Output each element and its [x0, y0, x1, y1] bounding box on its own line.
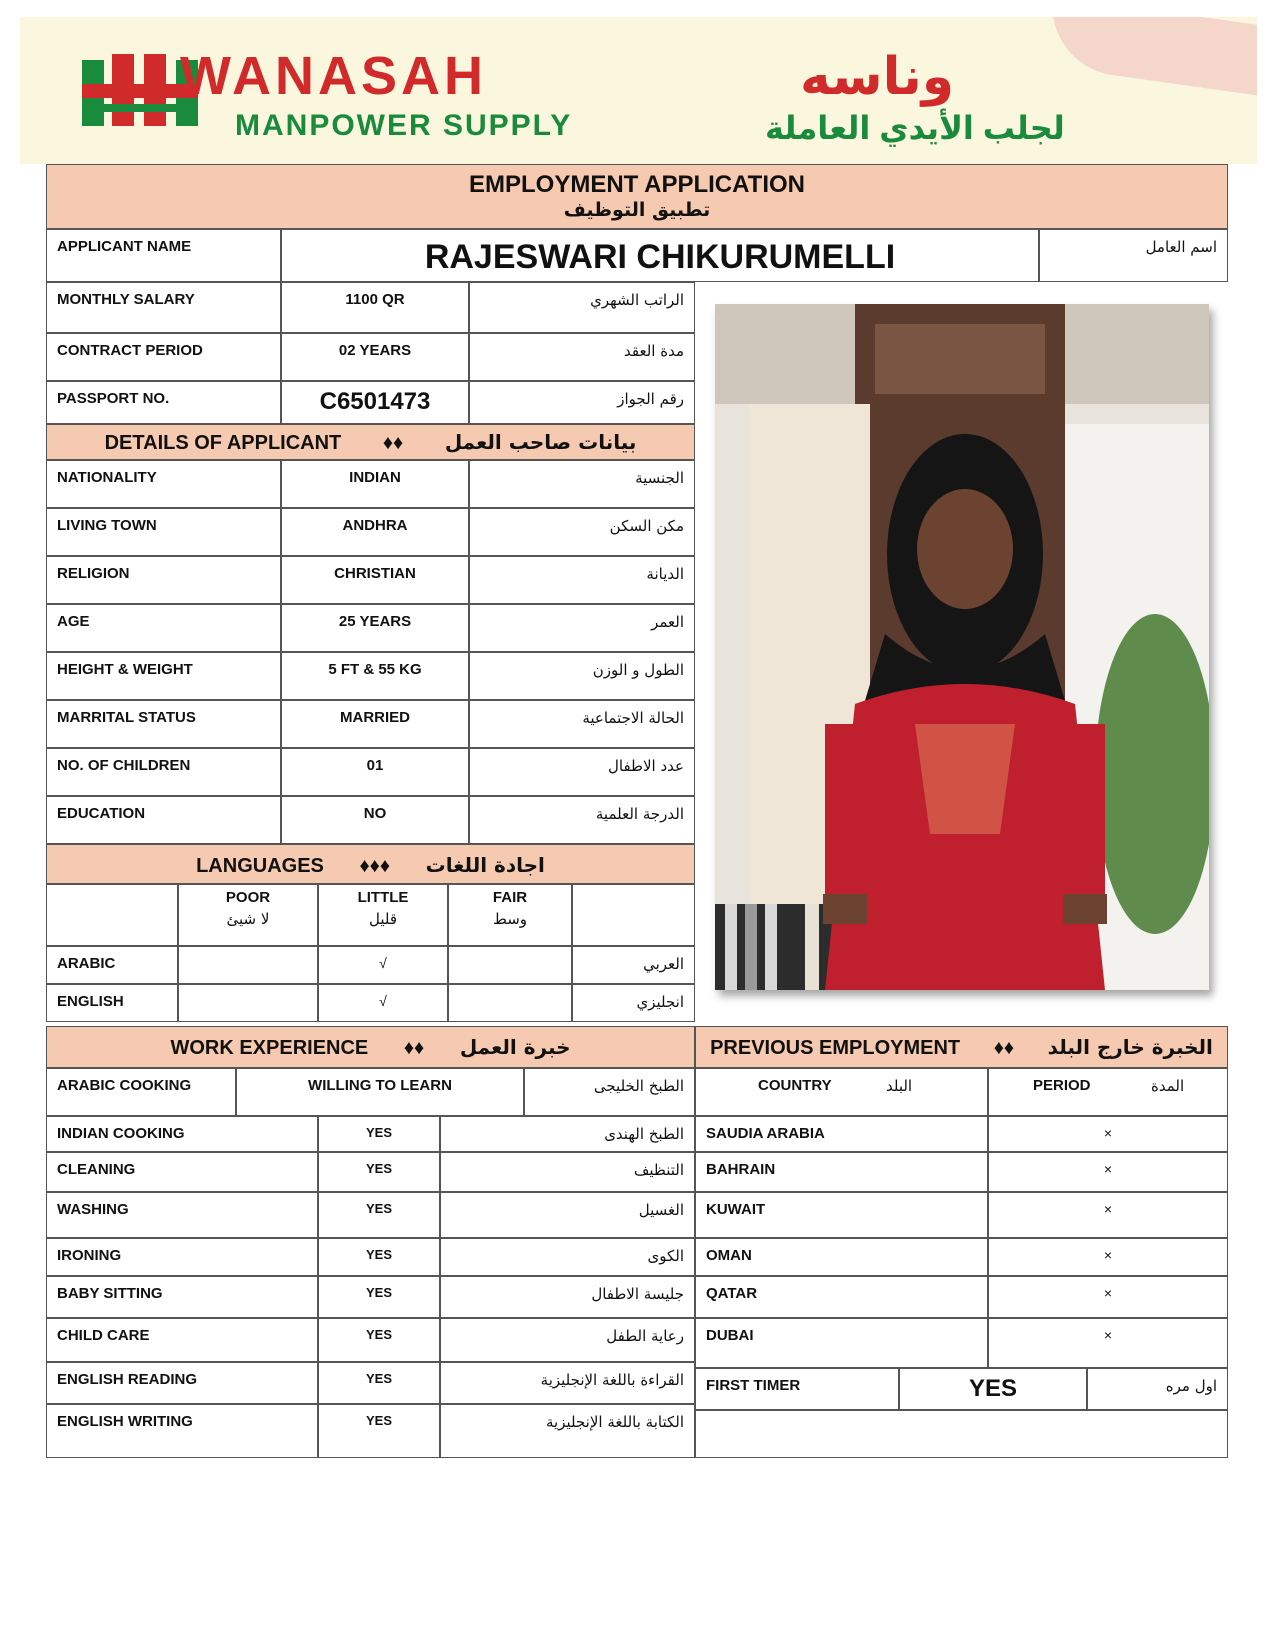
info-label: PASSPORT NO.: [46, 381, 281, 424]
work-item-value: WILLING TO LEARN: [236, 1068, 524, 1116]
work-item-arabic: التنظيف: [440, 1152, 695, 1192]
prev-country: SAUDIA ARABIA: [695, 1116, 988, 1152]
detail-label: NO. OF CHILDREN: [46, 748, 281, 796]
detail-label: LIVING TOWN: [46, 508, 281, 556]
language-poor-cell: [178, 946, 318, 984]
languages-heading: [46, 844, 695, 884]
prev-country-label-arabic: البلد: [886, 1077, 913, 1095]
first-timer-value: YES: [899, 1368, 1087, 1410]
detail-value: ANDHRA: [281, 508, 469, 556]
empty-cell: [695, 1410, 1228, 1458]
decorative-swoosh: [1043, 17, 1257, 96]
prev-heading-arabic: الخبرة خارج البلد: [1047, 1035, 1213, 1059]
work-heading-arabic: خبرة العمل: [459, 1035, 571, 1059]
work-item-label: BABY SITTING: [46, 1276, 318, 1318]
info-label-arabic: الراتب الشهري: [469, 282, 695, 333]
cross-icon: ×: [988, 1192, 1228, 1238]
prev-country: OMAN: [695, 1238, 988, 1276]
language-level-header: [448, 884, 572, 946]
work-experience-heading: [46, 1026, 695, 1068]
brand-tagline: MANPOWER SUPPLY: [235, 109, 573, 142]
applicant-name-label-arabic: اسم العامل: [1039, 229, 1228, 282]
work-item-arabic: الكتابة باللغة الإنجليزية: [440, 1404, 695, 1458]
info-label: CONTRACT PERIOD: [46, 333, 281, 381]
detail-label: RELIGION: [46, 556, 281, 604]
detail-label-arabic: الطول و الوزن: [469, 652, 695, 700]
work-item-arabic: الكوى: [440, 1238, 695, 1276]
prev-country: BAHRAIN: [695, 1152, 988, 1192]
work-item-value: YES: [318, 1116, 440, 1152]
cross-icon: ×: [988, 1276, 1228, 1318]
prev-period-label-arabic: المدة: [1151, 1077, 1185, 1095]
language-fair-cell: [448, 984, 572, 1022]
applicant-photo-illustration: [715, 304, 1209, 990]
work-item-arabic: الغسيل: [440, 1192, 695, 1238]
work-heading-text: WORK EXPERIENCE: [170, 1037, 369, 1059]
language-label-arabic: العربي: [572, 946, 695, 984]
prev-country: KUWAIT: [695, 1192, 988, 1238]
language-level-label: FAIR: [492, 889, 528, 906]
work-item-arabic: القراءة باللغة الإنجليزية: [440, 1362, 695, 1404]
detail-label-arabic: مكن السكن: [469, 508, 695, 556]
language-level-label-arabic: قليل: [368, 910, 398, 928]
language-label: ARABIC: [46, 946, 178, 984]
work-item-label: ARABIC COOKING: [46, 1068, 236, 1116]
language-label: ENGLISH: [46, 984, 178, 1022]
form-title: EMPLOYMENT APPLICATION: [469, 171, 805, 198]
detail-label-arabic: الحالة الاجتماعية: [469, 700, 695, 748]
details-heading-arabic: بيانات صاحب العمل: [444, 430, 637, 454]
detail-value: INDIAN: [281, 460, 469, 508]
detail-label-arabic: الديانة: [469, 556, 695, 604]
work-item-label: WASHING: [46, 1192, 318, 1238]
language-label-arabic: انجليزي: [572, 984, 695, 1022]
prev-country: DUBAI: [695, 1318, 988, 1368]
cross-icon: ×: [988, 1238, 1228, 1276]
prev-period-label: PERIOD: [1033, 1077, 1091, 1094]
work-item-value: YES: [318, 1152, 440, 1192]
languages-heading-text: LANGUAGES: [196, 855, 324, 877]
language-level-label: POOR: [225, 889, 271, 906]
work-item-value: YES: [318, 1192, 440, 1238]
languages-heading-arabic: اجادة اللغات: [425, 853, 545, 877]
cross-icon: ×: [988, 1318, 1228, 1368]
brand-name: WANASAH: [180, 46, 487, 106]
lang-header-empty: [46, 884, 178, 946]
work-item-value: YES: [318, 1238, 440, 1276]
language-level-label-arabic: وسط: [492, 910, 528, 928]
prev-period-header: [988, 1068, 1228, 1116]
work-item-arabic: رعاية الطفل: [440, 1318, 695, 1362]
first-timer-label: FIRST TIMER: [695, 1368, 899, 1410]
check-icon: √: [318, 984, 448, 1022]
lang-header-empty: [572, 884, 695, 946]
work-item-label: ENGLISH WRITING: [46, 1404, 318, 1458]
detail-label: EDUCATION: [46, 796, 281, 844]
diamond-icon: ♦♦: [382, 432, 404, 454]
language-fair-cell: [448, 946, 572, 984]
diamond-icon: ♦♦♦: [359, 855, 391, 877]
detail-label: NATIONALITY: [46, 460, 281, 508]
prev-heading-text: PREVIOUS EMPLOYMENT: [710, 1037, 961, 1059]
diamond-icon: ♦♦: [993, 1037, 1015, 1059]
detail-label-arabic: العمر: [469, 604, 695, 652]
detail-value: 25 YEARS: [281, 604, 469, 652]
work-item-label: CLEANING: [46, 1152, 318, 1192]
language-poor-cell: [178, 984, 318, 1022]
applicant-photo: [715, 304, 1209, 990]
form-title-arabic: تطبيق التوظيف: [563, 199, 711, 221]
header-banner: [20, 17, 1257, 164]
diamond-icon: ♦♦: [403, 1037, 425, 1059]
prev-country-header: [695, 1068, 988, 1116]
prev-country-label: COUNTRY: [758, 1077, 832, 1094]
detail-label-arabic: الدرجة العلمية: [469, 796, 695, 844]
detail-value: NO: [281, 796, 469, 844]
applicant-name-label: APPLICANT NAME: [46, 229, 281, 282]
info-label-arabic: رقم الجواز: [469, 381, 695, 424]
detail-value: MARRIED: [281, 700, 469, 748]
work-item-value: YES: [318, 1318, 440, 1362]
previous-employment-heading: [695, 1026, 1228, 1068]
detail-label-arabic: الجنسية: [469, 460, 695, 508]
work-item-label: ENGLISH READING: [46, 1362, 318, 1404]
language-level-header: [178, 884, 318, 946]
details-heading-text: DETAILS OF APPLICANT: [104, 432, 342, 454]
work-item-label: IRONING: [46, 1238, 318, 1276]
work-item-value: YES: [318, 1276, 440, 1318]
check-icon: √: [318, 946, 448, 984]
info-value: 1100 QR: [281, 282, 469, 333]
detail-label: AGE: [46, 604, 281, 652]
form-title-bar: [46, 164, 1228, 229]
language-level-header: [318, 884, 448, 946]
work-item-arabic: جليسة الاطفال: [440, 1276, 695, 1318]
cross-icon: ×: [988, 1152, 1228, 1192]
detail-value: 5 FT & 55 KG: [281, 652, 469, 700]
detail-value: CHRISTIAN: [281, 556, 469, 604]
info-label-arabic: مدة العقد: [469, 333, 695, 381]
detail-label: MARRITAL STATUS: [46, 700, 281, 748]
language-level-label-arabic: لا شيئ: [226, 910, 270, 928]
detail-value: 01: [281, 748, 469, 796]
detail-label: HEIGHT & WEIGHT: [46, 652, 281, 700]
brand-name-arabic: وناسه: [800, 48, 955, 106]
prev-country: QATAR: [695, 1276, 988, 1318]
detail-label-arabic: عدد الاطفال: [469, 748, 695, 796]
work-item-arabic: الطبخ الهندى: [440, 1116, 695, 1152]
work-item-arabic: الطبخ الخليجى: [524, 1068, 695, 1116]
work-item-value: YES: [318, 1404, 440, 1458]
work-item-value: YES: [318, 1362, 440, 1404]
info-label: MONTHLY SALARY: [46, 282, 281, 333]
language-level-label: LITTLE: [357, 889, 409, 906]
cross-icon: ×: [988, 1116, 1228, 1152]
work-item-label: INDIAN COOKING: [46, 1116, 318, 1152]
info-value: C6501473: [281, 381, 469, 424]
first-timer-arabic: اول مره: [1087, 1368, 1228, 1410]
work-item-label: CHILD CARE: [46, 1318, 318, 1362]
details-heading: [46, 424, 695, 460]
brand-tagline-arabic: لجلب الأيدي العاملة: [765, 110, 1065, 146]
info-value: 02 YEARS: [281, 333, 469, 381]
applicant-name: RAJESWARI CHIKURUMELLI: [281, 229, 1039, 282]
